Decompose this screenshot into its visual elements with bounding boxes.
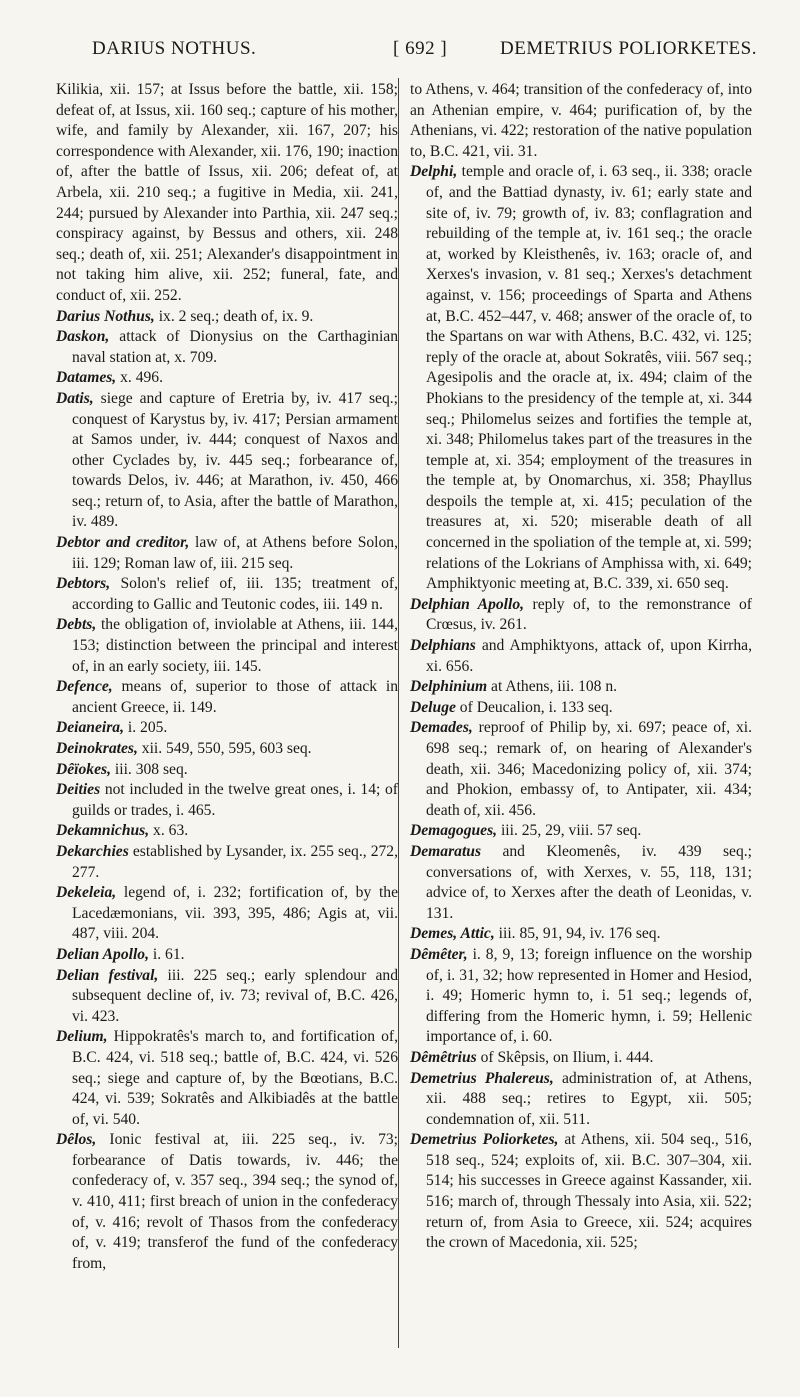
entry-text: ix. 2 seq.; death of, ix. 9. — [154, 307, 314, 325]
entry-headword: Demagogues, — [410, 822, 498, 840]
index-entry — [410, 80, 752, 162]
entry-headword: Delium, — [56, 1028, 108, 1046]
index-entry — [56, 368, 398, 389]
entry-text: Ionic festival at, iii. 225 seq., iv. 73; forbearance of Datis towards, iv. 446; the confederacy of, v. 357 seq., 394 seq.; the synod of, v. 410, 411; first breach of union in the confederacy of, v. 416; revolt of Thasos from the confederacy of, v. 419; transferof the fund of the confederacy from, — [72, 1131, 398, 1272]
entry-text: attack of Dionysius on the Carthaginian naval station at, x. 709. — [72, 328, 398, 366]
index-entry — [410, 842, 752, 924]
entry-headword: Darius Nothus, — [56, 307, 155, 325]
entry-headword: Demetrius Poliorketes, — [410, 1131, 559, 1149]
entry-headword: Dekarchies — [56, 842, 129, 860]
index-entry — [410, 677, 752, 698]
index-entry — [56, 780, 398, 821]
index-entry — [410, 698, 752, 719]
entry-text: and Kleomenês, iv. 439 seq.; conversations of, with Xerxes, v. 55, 118, 131; advice of, to Xerxes after the death of Leonidas, v. 131. — [426, 842, 752, 922]
entry-headword: Deianeira, — [56, 719, 125, 737]
index-entry — [410, 162, 752, 594]
entry-headword: Deities — [56, 781, 101, 799]
entry-text: at Athens, iii. 108 n. — [487, 678, 618, 696]
running-head — [60, 38, 760, 68]
entry-text: iii. 308 seq. — [111, 760, 188, 778]
entry-text: reproof of Philip by, xi. 697; peace of, xi. 698 seq.; remark of, on hearing of Alexander's death, xii. 346; Macedonizing policy of, xii. 374; and Phokion, embassy of, to Antipater, xii. 434; death of, xii. 456. — [426, 719, 752, 819]
entry-headword: Delian festival, — [56, 966, 159, 984]
entry-text: i. 8, 9, 13; foreign influence on the worship of, i. 31, 32; how represented in Homer and Hesiod, i. 49; Homeric hymn to, i. 51 seq.; legends of, differing from the Homeric hymn, i. 59; Hellenic importance of, i. 60. — [426, 945, 752, 1046]
index-entry — [56, 945, 398, 966]
entry-headword: Dekeleia, — [56, 884, 117, 902]
entry-headword: Demaratus — [410, 842, 482, 860]
left-column — [56, 80, 398, 1274]
entry-text: at Athens, xii. 504 seq., 516, 518 seq., 524; exploits of, xii. B.C. 307–304, xii. 514; his successes in Greece against Kassander, xii. 516; march of, through Thessaly into Asia, xii. 522; return of, from Asia to Greece, xii. 524; acquires the crown of Macedonia, xii. 525; — [426, 1131, 752, 1252]
index-entry — [56, 677, 398, 718]
entry-headword: Deinokrates, — [56, 740, 138, 757]
entry-text: i. 61. — [149, 945, 185, 963]
entry-text: legend of, i. 232; fortification of, by the Lacedæmonians, vii. 393, 395, 486; Agis at, vii. 487, viii. 204. — [72, 884, 398, 943]
entry-headword: Dêmêter, — [410, 945, 468, 963]
entry-text: iii. 85, 91, 94, iv. 176 seq. — [494, 925, 661, 943]
entry-text: x. 496. — [116, 369, 163, 387]
index-entry — [410, 718, 752, 821]
entry-text: and Amphiktyons, attack of, upon Kirrha, xi. 656. — [426, 637, 752, 675]
index-entry — [56, 842, 398, 883]
index-entry — [56, 883, 398, 945]
entry-headword: Demes, Attic, — [410, 925, 495, 943]
entry-text: Kilikia, xii. 157; at Issus before the battle, xii. 158; defeat of, at Issus, xii. 160 seq.; capture of his mother, wife, and family by Alexander, xii. 167, 207; his correspondence with Alexander, xii. 176, 190; inaction of, after the battle of Issus, xii. 206; defeat of, at Arbela, xii. 210 seq.; a fugitive in Media, xii. 241, 244; pursued by Alexander into Parthia, xii. 247 seq.; conspiracy against, by Bessus and others, xii. 248 seq.; death of, xii. 251; Alexander's disappointment in not taking him alive, xii. 252; funeral, fate, and conduct of, xii. 252. — [56, 81, 398, 304]
page-number: [ 692 ] — [393, 38, 448, 59]
entry-text: of Skêpsis, on Ilium, i. 444. — [476, 1048, 654, 1066]
index-entry — [56, 615, 398, 677]
index-entry — [410, 945, 752, 1048]
entry-headword: Delphian Apollo, — [410, 595, 525, 613]
entry-text: to Athens, v. 464; transition of the confederacy of, into an Athenian empire, v. 464; purification of, by the Athenians, vi. 422; restoration of the native population to, B.C. 421, vii. 31. — [410, 81, 752, 160]
index-entry — [410, 636, 752, 677]
entry-text: x. 63. — [149, 822, 189, 840]
index-entry — [56, 1027, 398, 1130]
entry-headword: Debts, — [56, 616, 97, 634]
index-entry — [410, 1048, 752, 1069]
entry-headword: Delphinium — [410, 678, 488, 696]
index-entry — [56, 327, 398, 368]
entry-headword: Dekamnichus, — [56, 822, 150, 840]
index-entry — [56, 739, 398, 760]
entry-text: temple and oracle of, i. 63 seq., ii. 338; oracle of, and the Battiad dynasty, iv. 61; early state and site of, iv. 79; growth of, iv. 83; conflagration and rebuilding of the temple at, iv. 161 seq.; the oracle at, worked by Kleisthenês, iv. 163; oracle of, and Xerxes's invasion, v. 81 seq.; Xerxes's detachment against, v. 156; proceedings of Sparta and Athens at, B.C. 452–447, v. 468; answer of the oracle of, to the Spartans on war with Athens, B.C. 432, vi. 125; reply of the oracle at, about Sokratês, viii. 567 seq.; Agesipolis and the oracle at, ix. 494; claim of the Phokians to the presidency of the temple at, xi. 344 seq.; Philomelus seizes and fortifies the temple at, xi. 348; Philomelus takes part of the treasures in the temple at, xi. 354; employment of the treasures in the temple at, by Onomarchus, xi. 358; Phayllus despoils the temple at, xi. 415; peculation of the treasures at, xi. 520; miserable death of all concerned in the spoliation of the temple at, xi. 599; relations of the Lokrians of Amphissa with, xi. 649; Amphiktyonic meeting at, B.C. 339, xi. 650 seq. — [426, 163, 752, 593]
entry-text: of Deucalion, i. 133 seq. — [455, 698, 613, 716]
entry-headword: Dêlos, — [56, 1131, 97, 1149]
entry-headword: Datames, — [56, 369, 117, 387]
index-entry — [410, 924, 752, 945]
entry-headword: Debtor and creditor, — [56, 534, 190, 552]
entry-text: administration of, at Athens, xii. 488 seq.; retires to Egypt, xii. 505; condemnation of, xii. 511. — [426, 1069, 752, 1128]
entry-headword: Delian Apollo, — [56, 945, 149, 963]
entry-headword: Dêïokes, — [56, 760, 111, 778]
index-entry — [56, 966, 398, 1028]
index-entry — [56, 307, 398, 328]
index-entry — [410, 595, 752, 636]
index-entry — [56, 760, 398, 781]
entry-text: established by Lysander, ix. 255 seq., 272, 277. — [72, 842, 398, 881]
index-entry — [410, 1130, 752, 1254]
index-entry — [410, 1069, 752, 1131]
entry-text: not included in the twelve great ones, i. 14; of guilds or trades, i. 465. — [72, 781, 398, 819]
entry-text: Solon's relief of, iii. 135; treatment of, according to Gallic and Teutonic codes, iii. 149 n. — [72, 575, 398, 613]
entry-text: siege and capture of Eretria by, iv. 417 seq.; conquest of Karystus by, iv. 417; Persian armament at Samos under, iv. 444; conquest of Naxos and other Cyclades by, iv. 445 seq.; forbearance of, towards Delos, iv. 446; at Marathon, iv. 450, 466 seq.; return of, to Asia, after the battle of Marathon, iv. 489. — [72, 389, 398, 531]
index-entry — [56, 821, 398, 842]
entry-headword: Delphians — [410, 637, 476, 655]
entry-text: i. 205. — [124, 719, 168, 737]
entry-headword: Datis, — [56, 389, 94, 407]
index-entry — [56, 80, 398, 307]
entry-text: iii. 225 seq.; early splendour and subsequent decline of, iv. 73; revival of, B.C. 426, vi. 423. — [72, 966, 399, 1025]
index-entry — [56, 718, 398, 739]
entry-text: the obligation of, inviolable at Athens, iii. 144, 153; distinction between the principal and interest of, in an early society, iii. 145. — [72, 616, 398, 675]
index-entry — [56, 533, 398, 574]
column-divider — [398, 78, 399, 1348]
entry-text: iii. 25, 29, viii. 57 seq. — [497, 822, 642, 840]
index-entry — [56, 574, 398, 615]
entry-headword: Deluge — [410, 698, 456, 716]
entry-headword: Demetrius Phalereus, — [410, 1069, 554, 1087]
entry-headword: Delphi, — [410, 163, 458, 181]
header-left-title: DARIUS NOTHUS. — [92, 38, 257, 59]
entry-headword: Daskon, — [56, 328, 110, 346]
index-entry — [56, 389, 398, 533]
entry-headword: Dêmêtrius — [410, 1048, 477, 1066]
entry-text: xii. 549, 550, 595, 603 seq. — [137, 740, 312, 757]
entry-headword: Defence, — [56, 678, 113, 696]
entry-text: law of, at Athens before Solon, iii. 129; Roman law of, iii. 215 seq. — [72, 534, 398, 572]
entry-text: reply of, to the remonstrance of Crœsus, iv. 261. — [426, 595, 752, 634]
header-right-title: DEMETRIUS POLIORKETES. — [500, 38, 757, 59]
entry-text: Hippokratês's march to, and fortification of, B.C. 424, vi. 518 seq.; battle of, B.C. 424, vi. 526 seq.; siege and capture of, by the Bœotians, B.C. 424, vi. 539; Sokratês and Alkibiadês at the battle of, vi. 540. — [72, 1028, 398, 1128]
index-entry — [56, 1130, 398, 1274]
entry-text: means of, superior to those of attack in ancient Greece, ii. 149. — [72, 678, 398, 716]
right-column — [410, 80, 752, 1254]
entry-headword: Debtors, — [56, 575, 111, 593]
index-entry — [410, 821, 752, 842]
entry-headword: Demades, — [410, 719, 473, 737]
